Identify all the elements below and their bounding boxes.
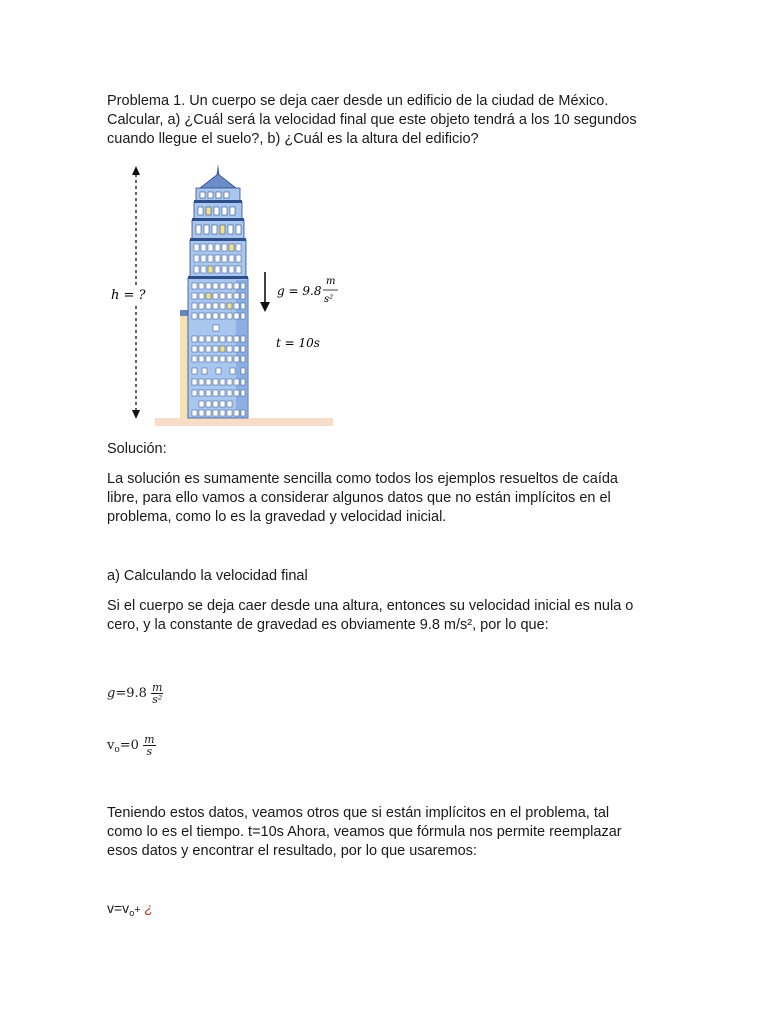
data-text <box>107 804 682 861</box>
gravity-value: =9.8 <box>115 686 147 701</box>
gravity-unit-denominator: s² <box>324 294 334 305</box>
formula-lhs: v=v <box>107 900 130 916</box>
part-a-line-1: Si el cuerpo se deja caer desde una altura, entonces su velocidad inicial es nula o <box>107 598 634 614</box>
building-illustration <box>180 164 248 418</box>
problem-line-1: Problema 1. Un cuerpo se deja caer desde un edificio de la ciudad de México. <box>107 93 609 109</box>
solution-intro-line-2: libre, para ello vamos a considerar algunos datos que no están implícitos en el <box>107 490 611 506</box>
formula-symbol: ¿ <box>144 900 154 916</box>
solution-intro-line-1: La solución es sumamente sencilla como todos los ejemplos resueltos de caída <box>107 471 618 487</box>
gravity-equation <box>107 682 163 705</box>
initial-velocity-value: =0 <box>119 738 139 753</box>
solution-heading: Solución: <box>107 441 167 457</box>
velocity-unit-den: s <box>146 745 153 758</box>
building-figure <box>100 160 360 432</box>
part-a-line-2: cero, y la constante de gravedad es obviamente 9.8 m/s², por lo que: <box>107 617 549 633</box>
gravity-unit-fraction <box>151 682 163 705</box>
gravity-label: g = 9.8 <box>277 284 322 298</box>
problem-statement <box>107 92 682 149</box>
gravity-unit-den: s² <box>152 693 163 706</box>
velocity-unit-fraction <box>143 734 155 757</box>
velocity-symbol: v <box>107 738 115 753</box>
solution-intro <box>107 470 682 527</box>
formula-subscript: o <box>129 908 135 918</box>
problem-line-3: cuando llegue el suelo?, b) ¿Cuál es la altura del edificio? <box>107 131 479 147</box>
velocity-subscript: o <box>114 745 120 755</box>
solution-intro-line-3: problema, como lo es la gravedad y velocidad inicial. <box>107 509 447 525</box>
part-a-text <box>107 597 682 635</box>
velocity-formula <box>107 900 153 918</box>
gravity-unit-num: m <box>152 681 163 694</box>
problem-line-2: Calcular, a) ¿Cuál será la velocidad final que este objeto tendrá a los 10 segundos <box>107 112 637 128</box>
data-line-3: esos datos y encontrar el resultado, por lo que usaremos: <box>107 843 477 859</box>
initial-velocity-equation <box>107 734 156 757</box>
gravity-arrow <box>260 272 270 312</box>
height-label: h = ? <box>111 288 146 303</box>
formula-plus: + <box>134 904 141 916</box>
data-line-2: como lo es el tiempo. t=10s Ahora, veamos que fórmula nos permite reemplazar <box>107 824 622 840</box>
gravity-symbol: g <box>107 686 116 701</box>
time-label: t = 10s <box>276 336 320 350</box>
velocity-unit-num: m <box>144 733 155 746</box>
part-a-heading: a) Calculando la velocidad final <box>107 568 308 584</box>
data-line-1: Teniendo estos datos, veamos otros que si están implícitos en el problema, tal <box>107 805 610 821</box>
gravity-unit-numerator: m <box>326 276 336 287</box>
ground <box>155 418 333 426</box>
